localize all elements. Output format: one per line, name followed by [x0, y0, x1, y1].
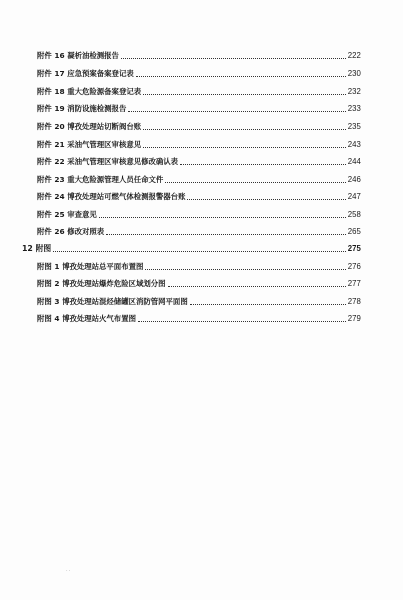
toc-entry-label: 附件 22 采油气管理区审核意见修改确认表 [37, 157, 179, 166]
toc-entry-label: 附件 20 博孜处理站切断阀台账 [37, 122, 142, 131]
toc-leader-dots [143, 94, 346, 95]
toc-section-label: 12 附图 [22, 244, 52, 253]
toc-leader-dots [143, 129, 346, 130]
toc-section-page: 275 [347, 244, 361, 253]
toc-leader-dots [53, 251, 346, 252]
toc-entry[interactable] [37, 49, 361, 61]
toc-figure-label: 附图 3 博孜处理站混烃储罐区消防管网平面图 [37, 297, 188, 306]
toc-entry-page: 244 [347, 157, 361, 166]
toc-entry[interactable] [37, 190, 361, 202]
toc-entry[interactable] [37, 120, 361, 132]
toc-leader-dots [128, 111, 345, 112]
toc-entry-page: 222 [347, 51, 361, 60]
toc-figure-entry[interactable] [37, 312, 361, 324]
toc-entry[interactable] [37, 225, 361, 237]
toc-entry[interactable] [37, 67, 361, 79]
toc-figure-entry[interactable] [37, 277, 361, 289]
toc-leader-dots [138, 321, 346, 322]
toc-entry-page: 235 [347, 122, 361, 131]
toc-entry-page: 243 [347, 140, 361, 149]
toc-figure-label: 附图 2 博孜处理站爆炸危险区域划分图 [37, 279, 166, 288]
toc-entry[interactable] [37, 173, 361, 185]
toc-entry-label: 附件 18 重大危险源备案登记表 [37, 87, 142, 96]
toc-entry[interactable] [37, 85, 361, 97]
toc-entry-page: 258 [347, 210, 361, 219]
toc-leader-dots [121, 58, 346, 59]
toc-figure-page: 277 [347, 279, 361, 288]
toc-entry-label: 附件 26 修改对照表 [37, 227, 105, 236]
toc-entry[interactable] [37, 102, 361, 114]
toc-leader-dots [165, 182, 345, 183]
toc-leader-dots [106, 234, 346, 235]
toc-leader-dots [99, 217, 346, 218]
toc-figure-entry[interactable] [37, 260, 361, 272]
toc-figure-page: 276 [347, 262, 361, 271]
toc-entry-page: 246 [347, 175, 361, 184]
toc-entry-page: 230 [347, 69, 361, 78]
toc-leader-dots [143, 147, 346, 148]
toc-leader-dots [136, 76, 346, 77]
toc-leader-dots [145, 269, 345, 270]
toc-entry-label: 附件 19 消防设施检测报告 [37, 104, 127, 113]
toc-leader-dots [190, 304, 346, 305]
toc-entry-label: 附件 16 凝析油检测报告 [37, 51, 119, 60]
toc-leader-dots [187, 199, 345, 200]
toc-entry-page: 247 [347, 192, 361, 201]
toc-entry-label: 附件 25 审查意见 [37, 210, 97, 219]
toc-entry[interactable] [37, 208, 361, 220]
toc-entry-page: 233 [347, 104, 361, 113]
toc-figure-page: 278 [347, 297, 361, 306]
toc-entry-label: 附件 21 采油气管理区审核意见 [37, 140, 142, 149]
toc-figure-label: 附图 1 博孜处理站总平面布置图 [37, 262, 144, 271]
toc-entry-label: 附件 23 重大危险源管理人员任命文件 [37, 175, 164, 184]
toc-figure-label: 附图 4 博孜处理站火气布置图 [37, 314, 136, 323]
toc-figure-page: 279 [347, 314, 361, 323]
toc-entry-label: 附件 24 博孜处理站可燃气体检测报警器台账 [37, 192, 186, 201]
toc-entry-page: 265 [347, 227, 361, 236]
scan-mark: ·· [66, 568, 72, 574]
toc-leader-dots [168, 286, 346, 287]
toc-section[interactable] [22, 242, 361, 254]
toc-entry[interactable] [37, 155, 361, 167]
toc-figure-entry[interactable] [37, 295, 361, 307]
toc-entry[interactable] [37, 138, 361, 150]
toc-entry-page: 232 [347, 87, 361, 96]
toc-leader-dots [180, 164, 346, 165]
toc-entry-label: 附件 17 应急预案备案登记表 [37, 69, 134, 78]
